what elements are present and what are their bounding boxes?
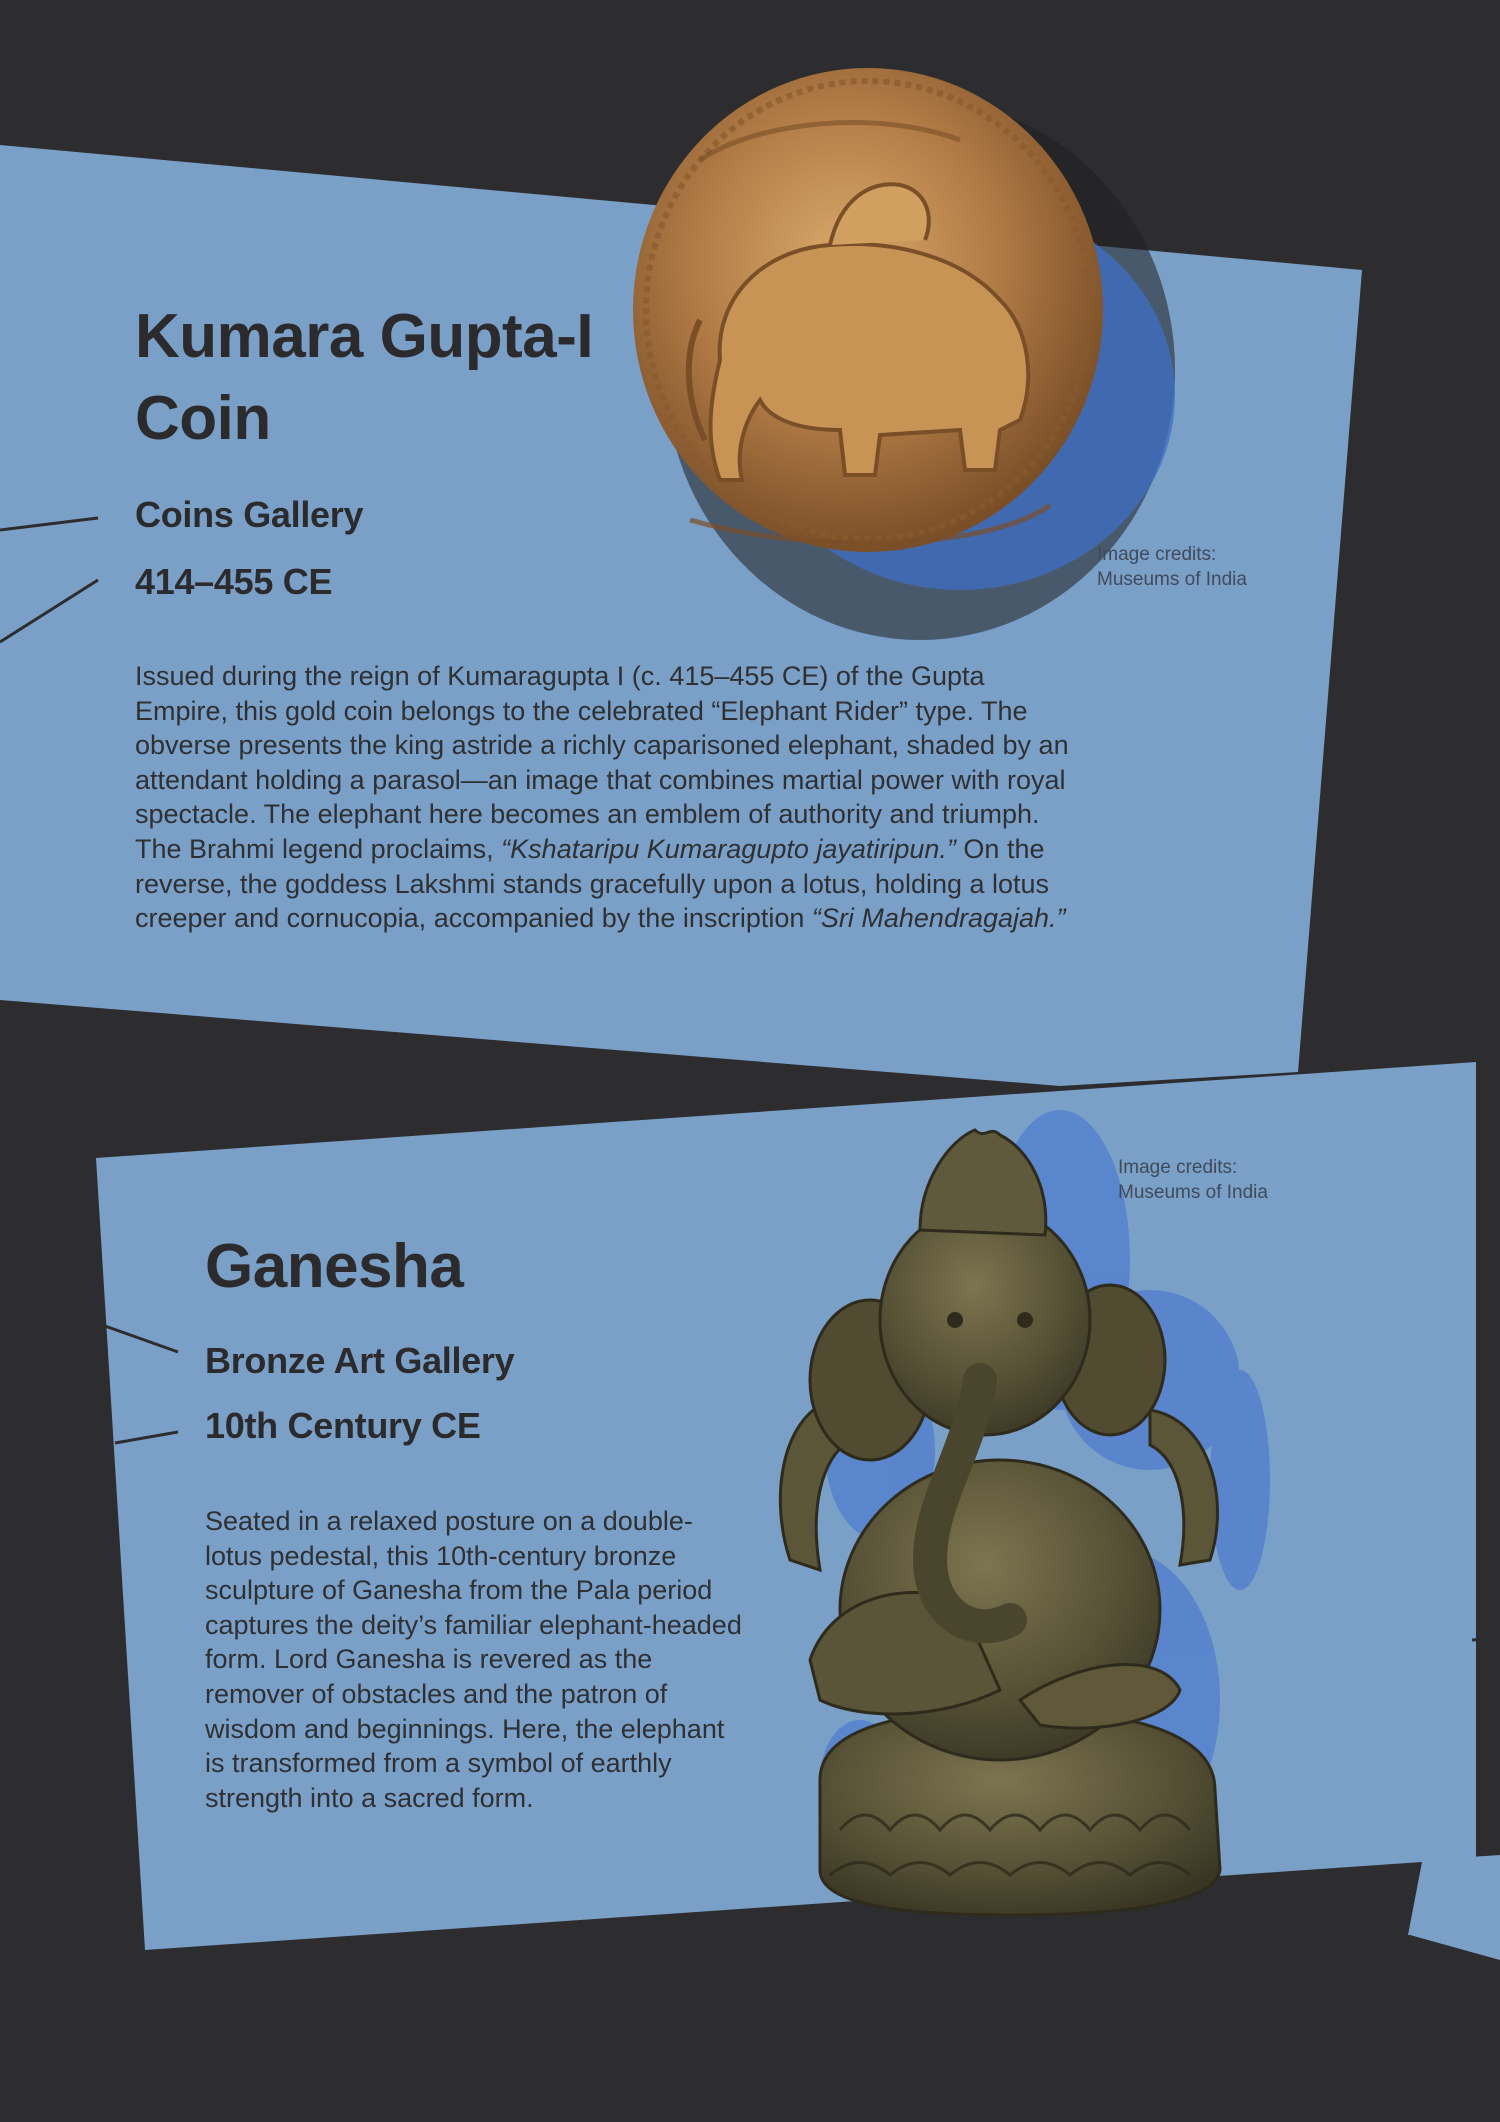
image-credit (1097, 542, 1247, 592)
description-text: On the reverse, the goddess Lakshmi stands gracefully upon a lotus, holding a lotus creeper and cornucopia, accompanied by the inscription (135, 833, 1050, 934)
edge-panel-sliver (1410, 1855, 1500, 1960)
exhibit-title: Kumara Gupta-I Coin (135, 302, 594, 453)
image-credit-label: Image credits: (1097, 544, 1217, 565)
exhibit-gallery: Bronze Art Gallery (205, 1340, 515, 1381)
image-credit-source: Museums of India (1097, 569, 1247, 590)
image-credit (1118, 1155, 1268, 1205)
coin-image (633, 68, 1103, 552)
description-text: Issued during the reign of Kumaragupta I (c. 415–455 CE) of the Gupta Empire, this gold coin belongs to the celebrated “Elephant Rider” type. The obverse presents the king astride a richly caparisoned elephant, shaded by an attendant holding a parasol—an image that combines martial power with royal spectacle. The elephant here becomes an emblem of authority and triumph. The Brahmi legend proclaims, (135, 661, 1069, 864)
image-credit-source: Museums of India (1118, 1182, 1268, 1203)
description-quote: “Kshataripu Kumaragupto jayatiripun.” (501, 833, 956, 864)
exhibit-date: 414–455 CE (135, 561, 333, 602)
exhibit-date: 10th Century CE (205, 1405, 481, 1446)
image-credit-label: Image credits: (1118, 1157, 1238, 1178)
exhibit-description: Seated in a relaxed posture on a double-lotus pedestal, this 10th-century bronze sculpture of Ganesha from the Pala period captures the deity’s familiar elephant-headed form. Lord Ganesha is revered as the remover of obstacles and the patron of wisdom and beginnings. Here, the elephant is transformed from a symbol of earthly strength into a sacred form. (205, 1506, 742, 1813)
description-quote: “Sri Mahendragajah.” (811, 903, 1066, 934)
exhibit-title: Ganesha (205, 1232, 464, 1301)
exhibit-gallery: Coins Gallery (135, 494, 364, 535)
exhibit-description (135, 659, 1070, 936)
